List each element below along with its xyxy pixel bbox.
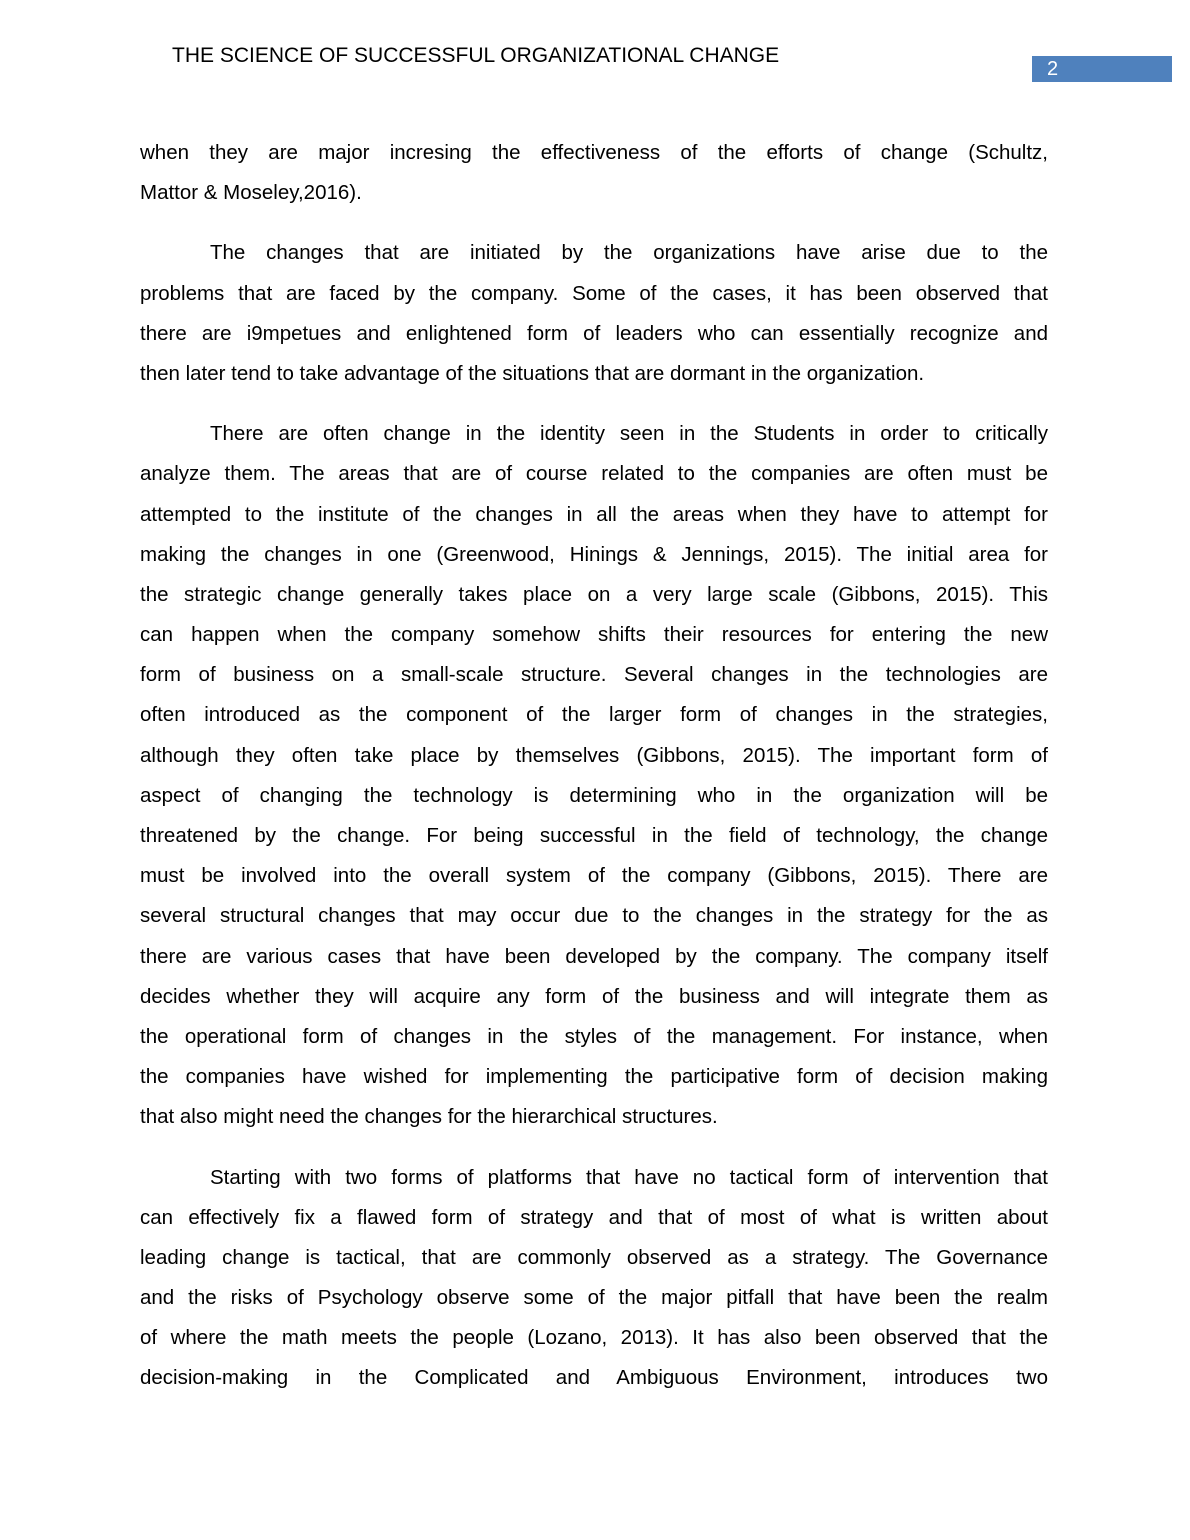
text-line: the companies have wished for implementing the participative form of decision making: [140, 1065, 1048, 1089]
text-line: problems that are faced by the company. Some of the cases, it has been observed that: [140, 281, 1048, 305]
paragraph: [140, 233, 1048, 394]
text-line: attempted to the institute of the changes in all the areas when they have to attempt for: [140, 502, 1048, 526]
document-body: [140, 133, 1048, 1419]
text-line: that also might need the changes for the hierarchical structures.: [140, 1105, 718, 1129]
text-line: form of business on a small-scale structure. Several changes in the technologies are: [140, 663, 1048, 687]
text-line: and the risks of Psychology observe some of the major pitfall that have been the realm: [140, 1286, 1048, 1310]
paragraph: [140, 414, 1048, 1137]
text-line: decides whether they will acquire any form of the business and will integrate them as: [140, 984, 1048, 1008]
paragraph: [140, 1158, 1048, 1399]
text-line: when they are major incresing the effectiveness of the efforts of change (Schultz,: [140, 141, 1048, 164]
text-line: several structural changes that may occur due to the changes in the strategy for the as: [140, 904, 1048, 928]
text-line: must be involved into the overall system of the company (Gibbons, 2015). There are: [140, 864, 1048, 888]
text-line: often introduced as the component of the larger form of changes in the strategies,: [140, 703, 1048, 727]
text-line: can effectively fix a flawed form of strategy and that of most of what is written about: [140, 1205, 1048, 1229]
text-line: The changes that are initiated by the organizations have arise due to the: [210, 241, 1048, 265]
text-line: leading change is tactical, that are commonly observed as a strategy. The Governance: [140, 1245, 1048, 1269]
text-line: can happen when the company somehow shifts their resources for entering the new: [140, 623, 1048, 647]
text-line: aspect of changing the technology is determining who in the organization will be: [140, 783, 1048, 807]
text-line: Mattor & Moseley,2016).: [140, 181, 362, 205]
text-line: the strategic change generally takes place on a very large scale (Gibbons, 2015). This: [140, 582, 1048, 606]
text-line: analyze them. The areas that are of course related to the companies are often must be: [140, 462, 1048, 486]
text-line: making the changes in one (Greenwood, Hinings & Jennings, 2015). The initial area for: [140, 542, 1048, 566]
text-line: threatened by the change. For being successful in the field of technology, the change: [140, 824, 1048, 847]
text-line: then later tend to take advantage of the situations that are dormant in the organization.: [140, 361, 925, 385]
paragraph: [140, 133, 1048, 213]
text-line: although they often take place by themselves (Gibbons, 2015). The important form of: [140, 743, 1048, 767]
text-line: decision-making in the Complicated and Ambiguous Environment, introduces two: [140, 1366, 1048, 1390]
text-line: of where the math meets the people (Lozano, 2013). It has also been observed that the: [140, 1326, 1048, 1350]
text-line: There are often change in the identity seen in the Students in order to critically: [210, 422, 1048, 446]
page-number: 2: [1032, 56, 1172, 82]
running-head: THE SCIENCE OF SUCCESSFUL ORGANIZATIONAL CHANGE: [172, 44, 780, 67]
text-line: there are i9mpetues and enlightened form of leaders who can essentially recognize and: [140, 321, 1048, 345]
text-line: there are various cases that have been developed by the company. The company itself: [140, 944, 1048, 968]
text-line: the operational form of changes in the styles of the management. For instance, when: [140, 1024, 1048, 1048]
text-line: Starting with two forms of platforms that have no tactical form of intervention that: [210, 1165, 1048, 1189]
